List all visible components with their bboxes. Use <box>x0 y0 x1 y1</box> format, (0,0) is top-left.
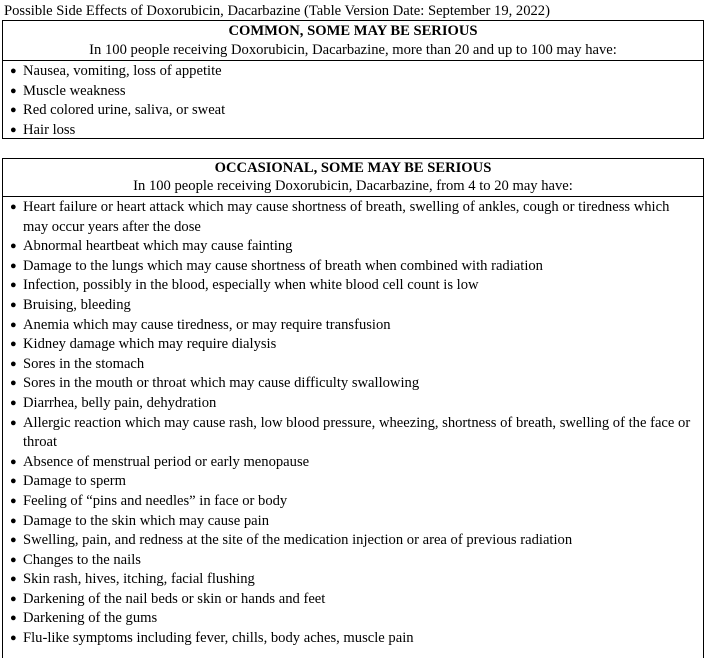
list-item <box>3 531 703 551</box>
bullet-icon: ● <box>10 396 17 409</box>
list-item <box>3 316 703 336</box>
list-item <box>3 414 703 453</box>
list-item-text: Allergic reaction which may cause rash, low blood pressure, wheezing, shortness of breath, swelling of the face or throat <box>23 414 691 451</box>
list-item <box>3 257 703 277</box>
list-item <box>3 492 703 512</box>
list-item <box>3 512 703 532</box>
list-item-text: Darkening of the nail beds or skin or hands and feet <box>23 590 326 607</box>
list-item-text: Hair loss <box>23 121 76 138</box>
bullet-icon: ● <box>10 259 17 272</box>
occasional-items-list <box>3 197 703 649</box>
bullet-icon: ● <box>10 338 17 351</box>
list-item-text: Infection, possibly in the blood, especially when white blood cell count is low <box>23 277 479 294</box>
bullet-icon: ● <box>10 632 17 645</box>
bullet-icon: ● <box>10 475 17 488</box>
bullet-icon: ● <box>10 104 17 117</box>
list-item-text: Darkening of the gums <box>23 610 158 627</box>
bullet-icon: ● <box>10 553 17 566</box>
bullet-icon: ● <box>10 573 17 586</box>
bullet-icon: ● <box>10 240 17 253</box>
list-item-text: Kidney damage which may require dialysis <box>23 336 277 353</box>
list-item <box>3 590 703 610</box>
occasional-section-subtitle: In 100 people receiving Doxorubicin, Dacarbazine, from 4 to 20 may have: <box>133 178 573 194</box>
bullet-icon: ● <box>10 592 17 605</box>
list-item <box>3 629 703 649</box>
list-item <box>3 609 703 629</box>
bullet-icon: ● <box>10 298 17 311</box>
occasional-section-header <box>3 159 703 197</box>
list-item <box>3 121 703 141</box>
list-item-text: Sores in the stomach <box>23 355 145 372</box>
bullet-icon: ● <box>10 84 17 97</box>
bullet-icon: ● <box>10 377 17 390</box>
list-item <box>3 335 703 355</box>
bullet-icon: ● <box>10 65 17 77</box>
document-title: Possible Side Effects of Doxorubicin, Dacarbazine (Table Version Date: September 19, 2022) <box>4 3 550 19</box>
common-items-list <box>3 61 703 140</box>
list-item-text: Skin rash, hives, itching, facial flushing <box>23 571 255 588</box>
bullet-icon: ● <box>10 455 17 468</box>
list-item-text: Heart failure or heart attack which may cause shortness of breath, swelling of ankles, cough or tiredness which may occur years after the dose <box>23 199 670 235</box>
bullet-icon: ● <box>10 123 17 136</box>
list-item-text: Damage to sperm <box>23 473 126 490</box>
bullet-icon: ● <box>10 279 17 292</box>
list-item-text: Sores in the mouth or throat which may cause difficulty swallowing <box>23 375 420 392</box>
list-item <box>3 394 703 414</box>
list-item-text: Anemia which may cause tiredness, or may require transfusion <box>23 316 391 333</box>
list-item <box>3 82 703 102</box>
list-item <box>3 198 703 237</box>
bullet-icon: ● <box>10 514 17 527</box>
list-item-text: Muscle weakness <box>23 82 126 99</box>
list-item <box>3 453 703 473</box>
bullet-icon: ● <box>10 201 17 213</box>
list-item-text: Flu-like symptoms including fever, chills, body aches, muscle pain <box>23 630 414 647</box>
list-item-text: Swelling, pain, and redness at the site of the medication injection or area of previous radiation <box>23 532 573 549</box>
occasional-side-effects-table <box>2 158 704 658</box>
list-item <box>3 374 703 394</box>
list-item <box>3 551 703 571</box>
list-item-text: Diarrhea, belly pain, dehydration <box>23 394 217 411</box>
list-item <box>3 276 703 296</box>
list-item-text: Feeling of “pins and needles” in face or body <box>23 492 288 509</box>
common-section-subtitle: In 100 people receiving Doxorubicin, Dacarbazine, more than 20 and up to 100 may have: <box>89 42 617 58</box>
bullet-icon: ● <box>10 494 17 507</box>
bullet-icon: ● <box>10 416 17 429</box>
list-item <box>3 62 703 82</box>
list-item <box>3 237 703 257</box>
list-item <box>3 355 703 375</box>
list-item-text: Nausea, vomiting, loss of appetite <box>23 63 222 79</box>
list-item-text: Damage to the skin which may cause pain <box>23 512 269 529</box>
list-item <box>3 296 703 316</box>
common-section-title: COMMON, SOME MAY BE SERIOUS <box>228 23 478 39</box>
list-item-text: Absence of menstrual period or early menopause <box>23 453 310 470</box>
list-item <box>3 101 703 121</box>
list-item-text: Bruising, bleeding <box>23 296 131 313</box>
common-section-header <box>3 21 703 61</box>
list-item-text: Damage to the lungs which may cause shortness of breath when combined with radiation <box>23 257 543 274</box>
bullet-icon: ● <box>10 357 17 370</box>
common-side-effects-table <box>2 20 704 139</box>
list-item-text: Changes to the nails <box>23 551 141 568</box>
list-item-text: Abnormal heartbeat which may cause fainting <box>23 238 293 255</box>
list-item-text: Red colored urine, saliva, or sweat <box>23 102 226 119</box>
occasional-section-title: OCCASIONAL, SOME MAY BE SERIOUS <box>214 160 492 176</box>
bullet-icon: ● <box>10 318 17 331</box>
list-item <box>3 570 703 590</box>
list-item <box>3 472 703 492</box>
bullet-icon: ● <box>10 612 17 625</box>
bullet-icon: ● <box>10 534 17 547</box>
